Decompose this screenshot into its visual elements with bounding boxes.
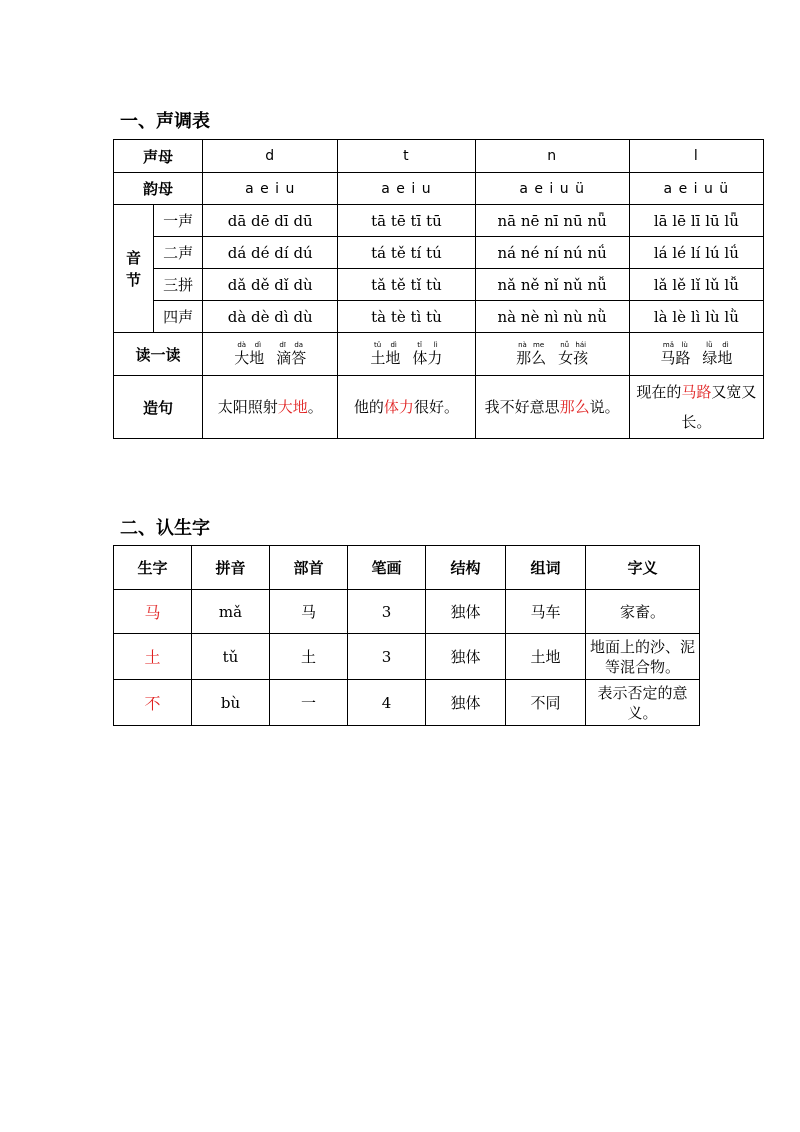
char-cell: 土 <box>114 634 192 680</box>
duyidu-word: 那么nà me <box>516 340 547 367</box>
yunmu-cell: a e i u ü <box>629 173 763 205</box>
pinyin-cell: tǔ <box>192 634 270 680</box>
shengmu-cell: n <box>475 140 629 173</box>
tone-label: 四声 <box>154 301 203 333</box>
duyidu-cell <box>338 333 475 376</box>
column-header: 组词 <box>506 546 586 590</box>
column-header: 结构 <box>426 546 506 590</box>
duyidu-word: 体力tǐ lì <box>412 340 443 367</box>
duyidu-word: 马路mǎ lù <box>660 340 691 367</box>
structure-cell: 独体 <box>426 590 506 634</box>
meaning-cell: 表示否定的意义。 <box>586 680 700 726</box>
table-row <box>114 680 700 726</box>
section-2-title: 二、认生字 <box>120 518 210 539</box>
yunmu-cell: a e i u ü <box>475 173 629 205</box>
tone-cell: lā lē lī lū lǖ <box>629 205 763 237</box>
tone-cell: dà dè dì dù <box>203 301 338 333</box>
zaoju-label: 造句 <box>114 376 203 439</box>
strokes-cell: 4 <box>348 680 426 726</box>
table-row <box>114 634 700 680</box>
shengmu-cell: l <box>629 140 763 173</box>
meaning-cell: 家畜。 <box>586 590 700 634</box>
tone-cell: tǎ tě tǐ tù <box>338 269 475 301</box>
zaoju-sentence: 我不好意思那么说。 <box>475 376 629 439</box>
section-1-title: 一、声调表 <box>120 111 210 132</box>
word-cell: 马车 <box>506 590 586 634</box>
duyidu-row <box>114 333 764 376</box>
duyidu-word: 绿地lǜ dì <box>702 340 733 367</box>
tone-row <box>114 269 764 301</box>
tone-cell: dá dé dí dú <box>203 237 338 269</box>
strokes-cell: 3 <box>348 590 426 634</box>
duyidu-word: 大地dà dì <box>234 340 265 367</box>
word-cell: 不同 <box>506 680 586 726</box>
structure-cell: 独体 <box>426 634 506 680</box>
zaoju-sentence: 现在的马路又宽又长。 <box>629 376 763 439</box>
column-header: 拼音 <box>192 546 270 590</box>
tone-cell: nǎ ně nǐ nǔ nǚ <box>475 269 629 301</box>
tone-cell: tā tē tī tū <box>338 205 475 237</box>
tone-cell: ná né ní nú nǘ <box>475 237 629 269</box>
radical-cell: 一 <box>270 680 348 726</box>
column-header: 笔画 <box>348 546 426 590</box>
table-row <box>114 590 700 634</box>
duyidu-word: 土地tǔ dì <box>370 340 401 367</box>
tone-row <box>114 205 764 237</box>
tone-cell: lǎ lě lǐ lǔ lǚ <box>629 269 763 301</box>
tone-label: 二声 <box>154 237 203 269</box>
tone-cell: tá tě tí tú <box>338 237 475 269</box>
tone-cell: nà nè nì nù nǜ <box>475 301 629 333</box>
shengmu-cell: d <box>203 140 338 173</box>
duyidu-cell <box>203 333 338 376</box>
tone-label: 三拼 <box>154 269 203 301</box>
tone-cell: nā nē nī nū nǖ <box>475 205 629 237</box>
tone-cell: là lè lì lù lǜ <box>629 301 763 333</box>
pinyin-cell: bù <box>192 680 270 726</box>
duyidu-word: 女孩nǚ hái <box>558 340 589 367</box>
tone-row <box>114 301 764 333</box>
duyidu-cell <box>629 333 763 376</box>
zaoju-sentence: 太阳照射大地。 <box>203 376 338 439</box>
strokes-cell: 3 <box>348 634 426 680</box>
column-header: 部首 <box>270 546 348 590</box>
duyidu-label: 读一读 <box>114 333 203 376</box>
yunmu-cell: a e i u <box>338 173 475 205</box>
header-row <box>114 546 700 590</box>
pinyin-cell: mǎ <box>192 590 270 634</box>
duyidu-cell <box>475 333 629 376</box>
shengmu-row <box>114 140 764 173</box>
tone-row <box>114 237 764 269</box>
word-cell: 土地 <box>506 634 586 680</box>
column-header: 字义 <box>586 546 700 590</box>
tone-cell: lá lé lí lú lǘ <box>629 237 763 269</box>
tone-cell: dā dē dī dū <box>203 205 338 237</box>
radical-cell: 土 <box>270 634 348 680</box>
tone-table <box>113 139 764 439</box>
yinjie-label-text: 音节 <box>126 248 142 289</box>
tone-cell: dǎ dě dǐ dù <box>203 269 338 301</box>
structure-cell: 独体 <box>426 680 506 726</box>
radical-cell: 马 <box>270 590 348 634</box>
new-characters-table <box>113 545 700 726</box>
meaning-cell: 地面上的沙、泥等混合物。 <box>586 634 700 680</box>
char-cell: 马 <box>114 590 192 634</box>
yunmu-cell: a e i u <box>203 173 338 205</box>
tone-label: 一声 <box>154 205 203 237</box>
shengmu-label: 声母 <box>114 140 203 173</box>
zaoju-row <box>114 376 764 439</box>
tone-cell: tà tè tì tù <box>338 301 475 333</box>
yunmu-row <box>114 173 764 205</box>
yinjie-label <box>114 205 154 333</box>
zaoju-sentence: 他的体力很好。 <box>338 376 475 439</box>
column-header: 生字 <box>114 546 192 590</box>
char-cell: 不 <box>114 680 192 726</box>
shengmu-cell: t <box>338 140 475 173</box>
yunmu-label: 韵母 <box>114 173 203 205</box>
duyidu-word: 滴答dī da <box>276 340 307 367</box>
